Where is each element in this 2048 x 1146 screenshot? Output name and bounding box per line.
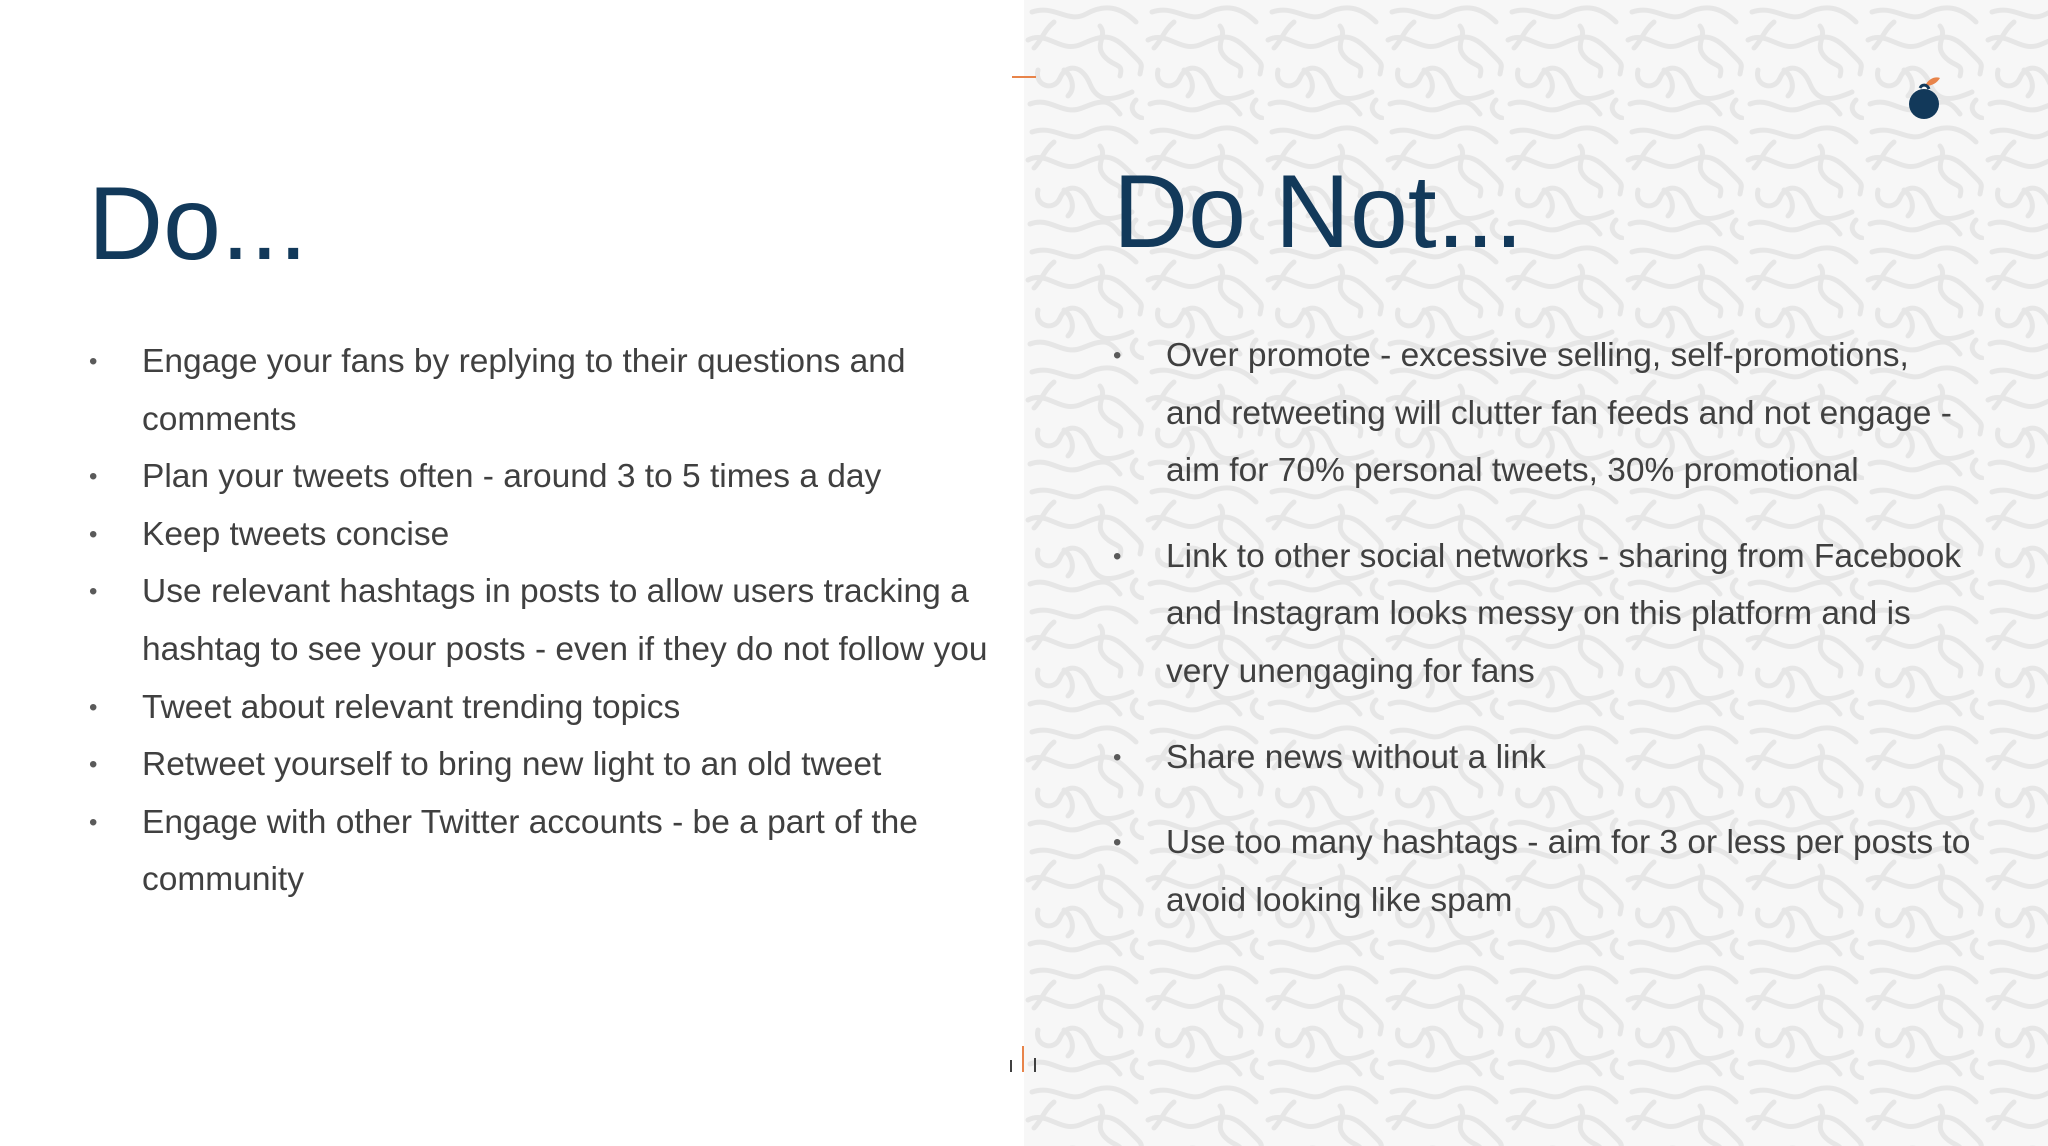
bullet-icon: •	[89, 578, 98, 606]
bullet-icon: •	[89, 520, 98, 548]
do-item-text: Plan your tweets often - around 3 to 5 times a day	[142, 458, 882, 496]
do-item	[89, 679, 989, 737]
do-title: Do...	[88, 166, 308, 282]
do-not-item	[1113, 814, 1973, 929]
do-not-item-text: Over promote - excessive selling, self-promotions, and retweeting will clutter fan feeds and not engage - aim for 70% personal tweets, 30% promotional	[1166, 337, 1952, 490]
do-item	[89, 736, 989, 794]
bullet-icon: •	[1113, 829, 1122, 857]
do-not-item-text: Use too many hashtags - aim for 3 or less per posts to avoid looking like spam	[1166, 824, 1971, 919]
do-not-item-text: Link to other social networks - sharing from Facebook and Instagram looks messy on this platform and is very unengaging for fans	[1166, 537, 1962, 690]
do-item-text: Engage your fans by replying to their questions and comments	[142, 343, 906, 438]
do-not-list	[1113, 327, 1973, 929]
do-item-text: Keep tweets concise	[142, 515, 450, 553]
do-item-text: Engage with other Twitter accounts - be a part of the community	[142, 803, 918, 899]
do-item	[89, 506, 989, 564]
bar-mark	[1034, 1058, 1036, 1072]
do-item	[89, 448, 989, 506]
bar-marks-icon	[1006, 1040, 1042, 1072]
bullet-icon: •	[89, 808, 98, 836]
orange-fruit-icon	[1906, 74, 1946, 124]
bar-mark	[1010, 1060, 1012, 1072]
bullet-icon: •	[1113, 342, 1122, 369]
do-item	[89, 563, 989, 678]
do-item-text: Tweet about relevant trending topics	[142, 688, 681, 726]
do-item	[89, 794, 989, 909]
do-not-title: Do Not...	[1113, 154, 1524, 270]
do-not-panel	[1024, 0, 2048, 1146]
bullet-icon: •	[89, 463, 98, 491]
bullet-icon: •	[89, 348, 98, 375]
bullet-icon: •	[89, 751, 98, 779]
do-not-item	[1113, 729, 1973, 787]
do-item-text: Use relevant hashtags in posts to allow users tracking a hashtag to see your posts - even if they do not follow you	[142, 573, 988, 668]
bullet-icon: •	[89, 693, 98, 721]
bar-mark	[1022, 1046, 1024, 1072]
do-list	[89, 333, 989, 909]
accent-dash-icon	[1012, 76, 1036, 78]
bullet-icon: •	[1113, 542, 1122, 570]
do-not-item-text: Share news without a link	[1166, 738, 1546, 776]
do-not-item	[1113, 327, 1973, 500]
bullet-icon: •	[1113, 743, 1122, 771]
do-item	[89, 333, 989, 448]
do-item-text: Retweet yourself to bring new light to an old tweet	[142, 746, 882, 784]
do-not-item	[1113, 528, 1973, 701]
